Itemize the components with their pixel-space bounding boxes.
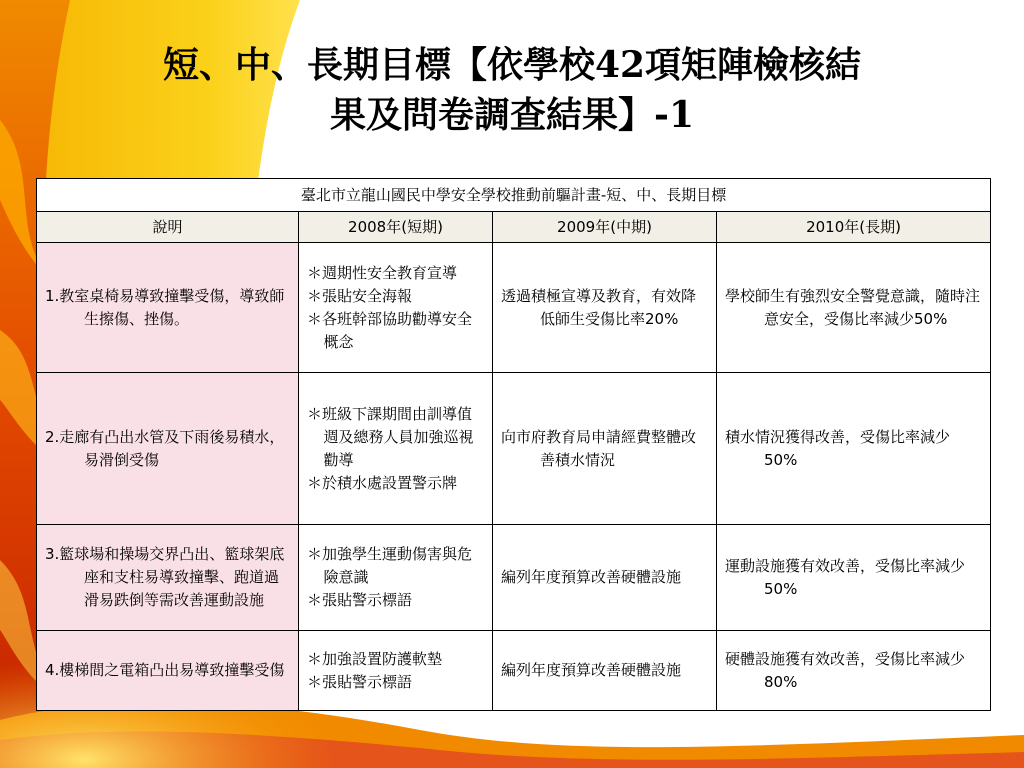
header-2008-short-term: 2008年(短期) [299, 212, 493, 243]
table-row [37, 631, 991, 711]
row-long-term [717, 243, 991, 373]
row-mid-term [493, 525, 717, 631]
table-row [37, 373, 991, 525]
mid-term-text: 向市府教育局申請經費整體改善積水情況 [501, 427, 697, 469]
short-term-item: ＊張貼安全海報 [307, 286, 413, 305]
row-long-term [717, 631, 991, 711]
short-term-item: ＊週期性安全教育宣導 [307, 263, 458, 282]
slide-title-line2: 果及問卷調查結果】-1 [330, 94, 694, 136]
slide-title-line1: 短、中、長期目標【依學校42項矩陣檢核結 [162, 44, 862, 86]
short-term-item: ＊於積水處設置警示牌 [307, 473, 458, 492]
table-row [37, 243, 991, 373]
short-term-item: ＊加強設置防護軟墊 [307, 649, 443, 668]
long-term-text: 積水情況獲得改善，受傷比率減少50% [725, 427, 951, 469]
row-short-term [299, 243, 493, 373]
row-short-term [299, 525, 493, 631]
header-2010-long-term: 2010年(長期) [717, 212, 991, 243]
short-term-item: ＊班級下課期間由訓導值週及總務人員加強巡視勸導 [307, 404, 474, 469]
row-description-text: 3.籃球場和操場交界凸出、籃球架底座和支柱易導致撞擊、跑道過滑易跌倒等需改善運動設施 [45, 545, 285, 609]
long-term-text: 運動設施獲有效改善，受傷比率減少50% [725, 556, 966, 598]
mid-term-text: 編列年度預算改善硬體設施 [501, 661, 682, 679]
row-description [37, 525, 299, 631]
short-term-item: ＊加強學生運動傷害與危險意識 [307, 545, 473, 586]
row-mid-term [493, 243, 717, 373]
table-row [37, 525, 991, 631]
row-description [37, 373, 299, 525]
goals-table [36, 178, 991, 711]
short-term-item: ＊張貼警示標語 [307, 672, 413, 691]
row-description-text: 1.教室桌椅易導致撞擊受傷，導致師生擦傷、挫傷。 [45, 286, 285, 328]
row-description [37, 243, 299, 373]
row-mid-term [493, 373, 717, 525]
table-caption: 臺北市立龍山國民中學安全學校推動前驅計畫-短、中、長期目標 [37, 179, 991, 212]
row-mid-term [493, 631, 717, 711]
row-short-term [299, 631, 493, 711]
mid-term-text: 透過積極宣導及教育，有效降低師生受傷比率20% [501, 286, 697, 328]
short-term-item: ＊各班幹部協助勸導安全概念 [307, 309, 473, 351]
row-description-text: 2.走廊有凸出水管及下雨後易積水，易滑倒受傷 [45, 427, 285, 469]
row-description [37, 631, 299, 711]
row-short-term [299, 373, 493, 525]
slide-title [60, 40, 964, 140]
long-term-text: 學校師生有強烈安全警覺意識，隨時注意安全，受傷比率減少50% [725, 286, 981, 328]
short-term-item: ＊張貼警示標語 [307, 591, 413, 609]
row-long-term [717, 525, 991, 631]
header-description: 說明 [37, 212, 299, 243]
row-long-term [717, 373, 991, 525]
long-term-text: 硬體設施獲有效改善，受傷比率減少80% [725, 649, 966, 691]
table-header-row [37, 212, 991, 243]
mid-term-text: 編列年度預算改善硬體設施 [501, 568, 682, 586]
header-2009-mid-term: 2009年(中期) [493, 212, 717, 243]
table-caption-row [37, 179, 991, 212]
row-description-text: 4.樓梯間之電箱凸出易導致撞擊受傷 [45, 661, 285, 679]
